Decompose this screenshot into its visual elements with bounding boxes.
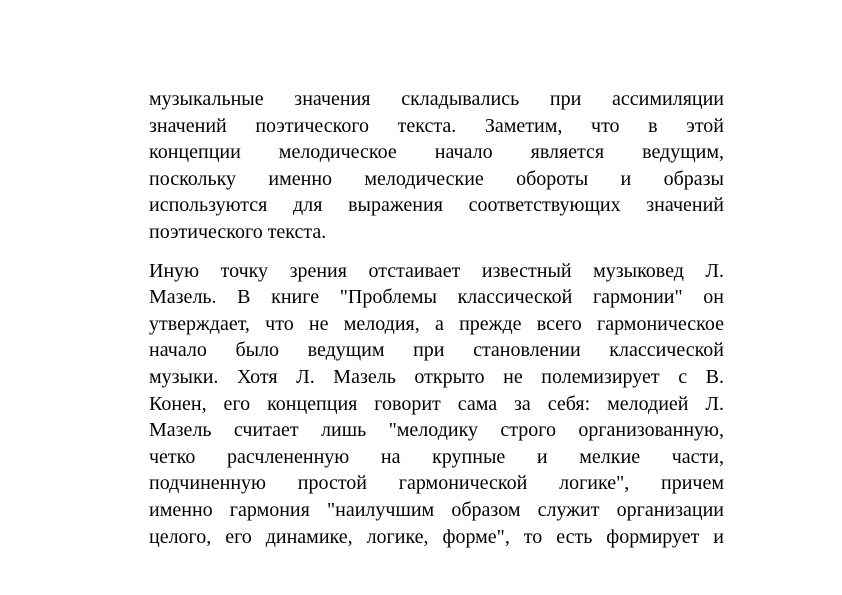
text-line: четко расчлененную на крупные и мелкие части, [149, 445, 724, 468]
text-line: Мазель. В книге "Проблемы классической гармонии" он [149, 286, 724, 309]
text-line: утверждает, что не мелодия, а прежде всего гармоническое [149, 312, 724, 335]
text-line: целого, его динамике, логике, форме", то есть формирует и [149, 525, 724, 548]
body-text [149, 86, 724, 550]
text-line: Конен, его концепция говорит сама за себя: мелодией Л. [149, 392, 724, 415]
text-line: музыкальные значения складывались при ассимиляции [149, 88, 724, 110]
paragraph-2 [149, 258, 724, 551]
text-line: именно гармония "наилучшим образом служит организации [149, 498, 724, 521]
text-line: музыки. Хотя Л. Мазель открыто не полемизирует с В. [149, 365, 724, 388]
text-line: Мазель считает лишь "мелодику строго организованную, [149, 419, 724, 442]
text-line: начало было ведущим при становлении классической [149, 339, 724, 362]
text-line: используются для выражения соответствующих значений [149, 194, 724, 217]
text-line: Иную точку зрения отстаивает известный музыковед Л. [149, 259, 724, 282]
paragraph-1 [149, 86, 724, 246]
text-line: подчиненную простой гармонической логике", причем [149, 472, 724, 495]
text-line: поэтического текста. [149, 220, 327, 243]
text-line: поскольку именно мелодические обороты и образы [149, 167, 724, 190]
text-line: значений поэтического текста. Заметим, что в этой [149, 114, 724, 137]
text-line: концепции мелодическое начало является ведущим, [149, 141, 724, 164]
